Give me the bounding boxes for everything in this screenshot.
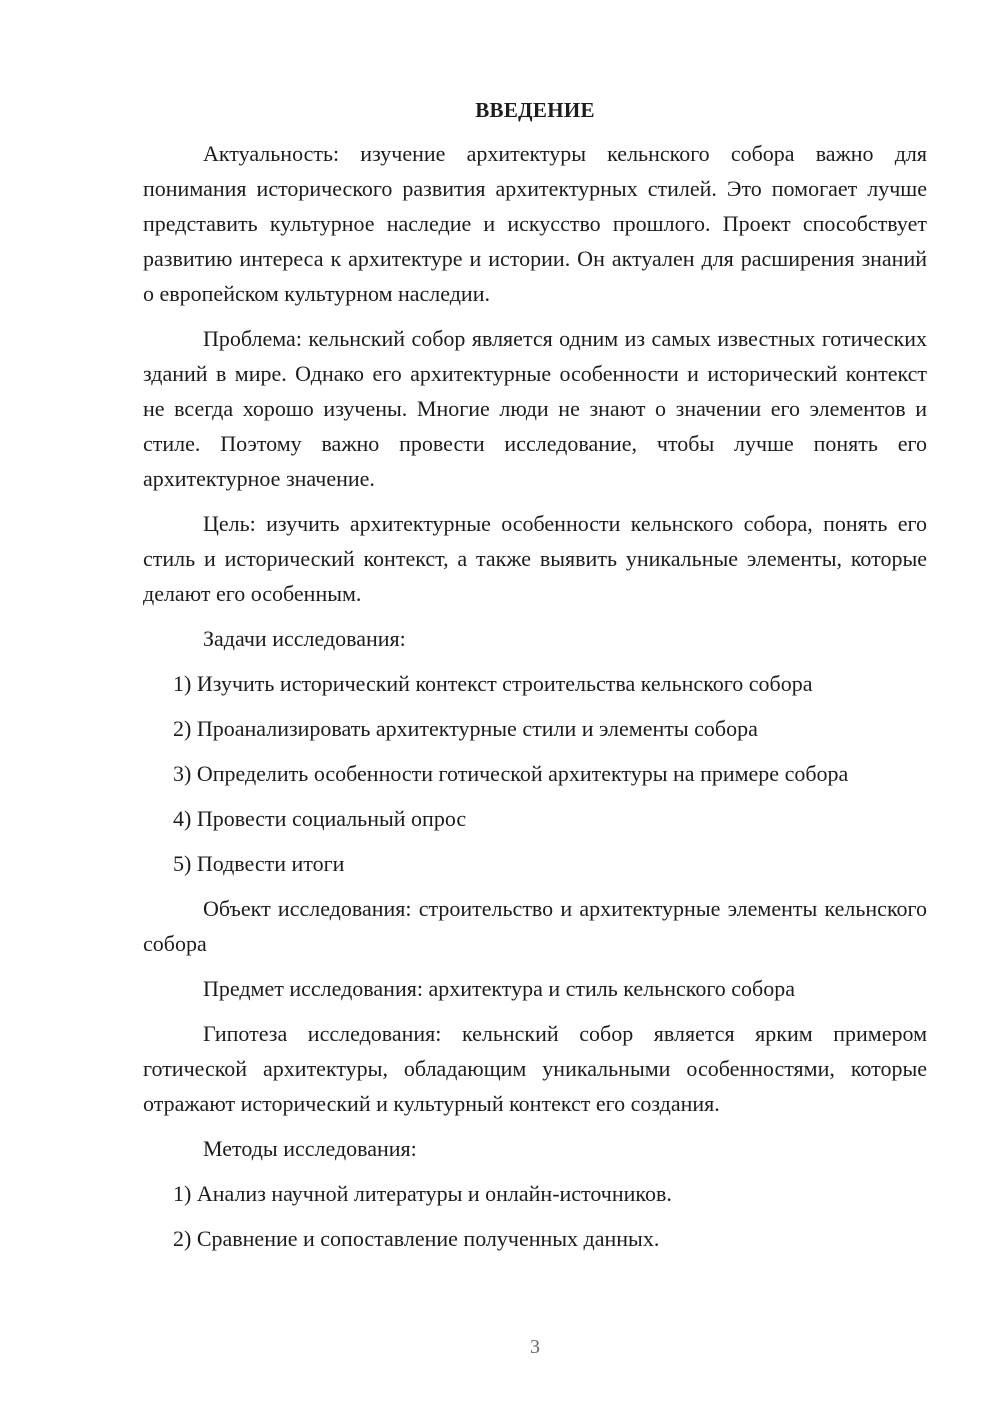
- task-item: 4) Провести социальный опрос: [173, 806, 467, 831]
- method-item: 2) Сравнение и сопоставление полученных данных.: [173, 1226, 660, 1251]
- task-item: 3) Определить особенности готической архитектуры на примере собора: [173, 761, 849, 786]
- task-item: 2) Проанализировать архитектурные стили и элементы собора: [173, 716, 758, 741]
- tasks-heading: Задачи исследования:: [203, 626, 406, 651]
- document-page: [143, 96, 927, 1266]
- methods-heading: Методы исследования:: [203, 1136, 417, 1161]
- relevance-paragraph: Актуальность: изучение архитектуры кельнского собора важно для понимания исторического развития архитектурных стилей. Это помогает лучше представить культурное наследие и искусство прошлого. Проект способствует развитию интереса к архитектуре и истории. Он актуален для расширения знаний о европейском культурном наследии.: [143, 141, 927, 306]
- method-item: 1) Анализ научной литературы и онлайн-источников.: [173, 1181, 672, 1206]
- hypothesis-paragraph: Гипотеза исследования: кельнский собор является ярким примером готической архитектуры, обладающим уникальными особенностями, которые отражают исторический и культурный контекст его создания.: [143, 1021, 927, 1116]
- task-item: 5) Подвести итоги: [173, 851, 345, 876]
- subject-paragraph: Предмет исследования: архитектура и стиль кельнского собора: [203, 976, 796, 1001]
- goal-paragraph: Цель: изучить архитектурные особенности кельнского собора, понять его стиль и исторический контекст, а также выявить уникальные элементы, которые делают его особенным.: [143, 511, 927, 606]
- problem-paragraph: Проблема: кельнский собор является одним из самых известных готических зданий в мире. Однако его архитектурные особенности и исторический контекст не всегда хорошо изучены. Многие люди не знают о значении его элементов и стиле. Поэтому важно провести исследование, чтобы лучше понять его архитектурное значение.: [143, 326, 927, 491]
- page-number: 3: [530, 1336, 540, 1358]
- task-item: 1) Изучить исторический контекст строительства кельнского собора: [173, 671, 813, 696]
- object-paragraph: Объект исследования: строительство и архитектурные элементы кельнского собора: [143, 896, 927, 956]
- page-title: ВВЕДЕНИЕ: [475, 98, 595, 122]
